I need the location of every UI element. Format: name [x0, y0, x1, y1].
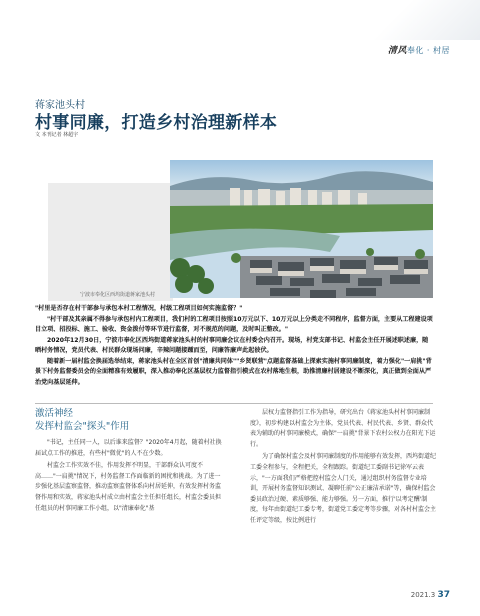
- issue-label: 2021.3: [410, 591, 436, 599]
- page-number: [411, 590, 450, 600]
- summary-paragraph: "村干部及其亲属不得参与承包村内工程项目，我们村的工程项目按照10万元以下、10万元以上分类走不同程序，监督方面，主要从工程建设项目立项、招投标、施工、验收、资金拨付等环节进行监督，对不规范的问题，及时叫正整改。": [35, 315, 433, 333]
- page-number-value: 37: [437, 590, 450, 600]
- summary-paragraph: 2020年12月30日，宁波市奉化区西坞街道蒋家池头村的村事同廉会议在村委会内召开。现场，村党支部书记、村监会主任开展述职述廉，随晒村务情况，党员代表、村民群众现场问廉，辛辣问题接踵而至，问廉答廉声此起彼伏。: [35, 336, 429, 354]
- corner-decoration: [340, 0, 480, 40]
- magazine-tag: [388, 43, 450, 56]
- subsection-heading: [35, 407, 129, 433]
- magazine-brand: 清风: [387, 46, 407, 56]
- photo-backdrop: [48, 183, 173, 301]
- section-tag: 奉化 · 村居: [406, 46, 450, 55]
- village-name: 蒋家池头村: [35, 100, 85, 111]
- body-column-right: [250, 408, 436, 529]
- body-column-left: [35, 438, 225, 516]
- body-paragraph: "书记，主任同一人，以后谁来监督？"2020年4月起，随着村社换届试点工作的推进，有些村"微优"的人不在少数。: [35, 439, 222, 457]
- article-byline: 文 本刊记者 林超宇: [35, 132, 79, 138]
- subsection-heading-line2: 发挥村监会"探头"作用: [35, 421, 130, 432]
- subsection-heading-line1: 激活神经: [35, 408, 74, 419]
- article-headline: 村事同廉，打造乡村治理新样本: [35, 113, 278, 133]
- article-summary: [35, 304, 433, 388]
- photo-caption: 宁波市奉化区西坞街道蒋家池头村: [80, 292, 156, 298]
- section-divider: [35, 403, 433, 404]
- body-paragraph: 层权力监督指引工作为指导，研究出台《蒋家池头村村事同廉制度》，初步构建以村监会为主体，党员代表、村民代表、乡贤、群众代表为辅助的村事同廉模式，确保"一肩挑"背景下农村公权力在阳光下运行。: [250, 409, 436, 448]
- aerial-village-illustration: [170, 160, 433, 298]
- body-paragraph: 为了确保村监会及村事同廉制度的作用能够有效发挥，西坞街道纪工委全程参与，全程把关，全程跟踪。街道纪工委副书记徐军云表示，"一方面我们严格把控村监会人门关，通过组织村务监督专业培训，开展村务监督知识测试、凝聊任前"公正廉洁承诺"等，确保村监会委员政治过硬、素质够强、能力够强。另一方面，推行'以考定酬'制度，每年由街道纪工委专考，街道党工委定考等步骤，对各村村监会主任评定等级，按比例进行: [250, 453, 437, 524]
- village-photo: [170, 160, 433, 298]
- summary-paragraph: 随着新一届村监会换届选举结束，蒋家池头村在全区首创"清廉共同体""乡贤联营"点题监督基础上探索实施村事同廉制度，着力强化"一肩挑"背景下村务监督委员会的全面精准有效履职，深入推动奉化区基层权力监督指引模式在农村落地生根，助推清廉村居建设不断深化，真正做到全面从严治党向基层延伸。: [35, 357, 432, 386]
- summary-paragraph: "村里是否存在村干部参与承包本村工程情况，村级工程项目如何实施监督？": [35, 305, 243, 312]
- body-paragraph: 村监会工作实效不佳，作用发挥不明显，干部群众认可度不高……"一肩挑"情况下，村务监督工作面临新的困扰和挑战。为了进一步强化基层监察监督，推动监察监督体系向村居延伸，有效发挥村务监督作用和实效，蒋家池头村成立由村监会主任担任组长，村监会委员担任组员的村事同廉工作小组，以"清廉奉化"基: [35, 462, 222, 512]
